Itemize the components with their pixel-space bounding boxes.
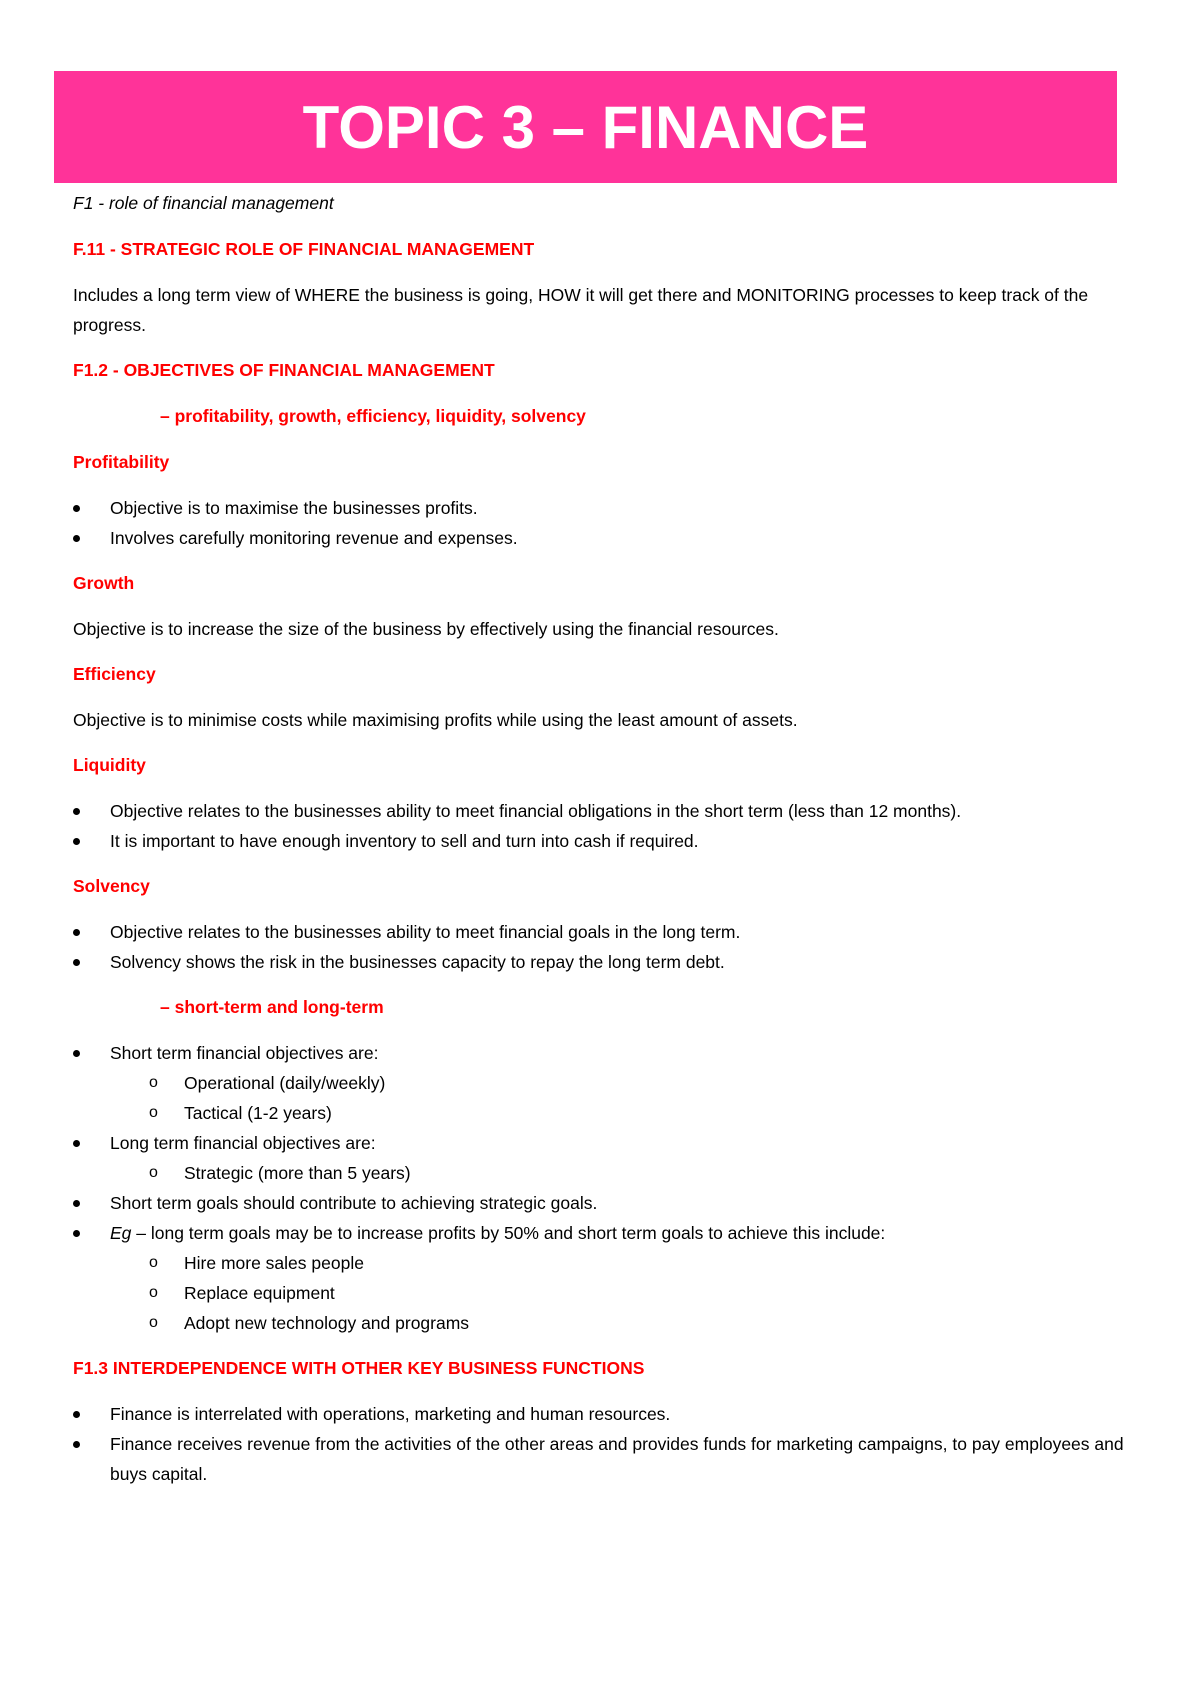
circle-bullet-icon: o bbox=[149, 1104, 158, 1121]
list-item bbox=[73, 826, 1133, 856]
sub-list-item-text: Operational (daily/weekly) bbox=[184, 1073, 386, 1093]
heading-short-long-term: – short-term and long-term bbox=[160, 997, 384, 1017]
sub-list-item-text: Strategic (more than 5 years) bbox=[184, 1163, 411, 1183]
list-item bbox=[73, 1188, 1133, 1218]
sub-list-item-text: Adopt new technology and programs bbox=[184, 1313, 470, 1333]
bullet-icon bbox=[73, 1140, 80, 1147]
heading-liquidity: Liquidity bbox=[73, 755, 146, 775]
list-item-text: Finance is interrelated with operations, marketing and human resources. bbox=[110, 1404, 671, 1424]
example-sublist bbox=[110, 1248, 1133, 1338]
bullet-icon bbox=[73, 1230, 80, 1237]
bullet-icon bbox=[73, 929, 80, 936]
growth-text: Objective is to increase the size of the business by effectively using the financial resources. bbox=[73, 619, 779, 639]
sub-list-item bbox=[110, 1098, 1133, 1128]
list-item bbox=[73, 1399, 1133, 1429]
list-item-text: It is important to have enough inventory to sell and turn into cash if required. bbox=[110, 831, 699, 851]
list-item-text: Long term financial objectives are: bbox=[110, 1133, 376, 1153]
bullet-icon bbox=[73, 535, 80, 542]
subtitle: F1 - role of financial management bbox=[73, 193, 334, 213]
efficiency-text: Objective is to minimise costs while maximising profits while using the least amount of assets. bbox=[73, 710, 798, 730]
circle-bullet-icon: o bbox=[149, 1254, 158, 1271]
list-item bbox=[73, 493, 1133, 523]
list-item-text: Short term financial objectives are: bbox=[110, 1043, 379, 1063]
list-item bbox=[73, 1128, 1133, 1188]
circle-bullet-icon: o bbox=[149, 1164, 158, 1181]
bullet-icon bbox=[73, 838, 80, 845]
liquidity-list bbox=[73, 796, 1133, 856]
section-heading-strategic-role: F.11 - STRATEGIC ROLE OF FINANCIAL MANAGEMENT bbox=[73, 239, 535, 259]
list-item-text: Finance receives revenue from the activities of the other areas and provides funds for marketing campaigns, to pay employees and buys capital. bbox=[110, 1434, 1124, 1484]
sub-list-item-text: Tactical (1-2 years) bbox=[184, 1103, 332, 1123]
list-item bbox=[73, 1218, 1133, 1338]
title-banner bbox=[54, 71, 1117, 183]
short-term-sublist bbox=[110, 1068, 1133, 1128]
list-item bbox=[73, 1429, 1133, 1489]
list-item-text: Objective is to maximise the businesses profits. bbox=[110, 498, 478, 518]
bullet-icon bbox=[73, 1200, 80, 1207]
sub-list-item-text: Replace equipment bbox=[184, 1283, 335, 1303]
list-item bbox=[73, 796, 1133, 826]
list-item bbox=[73, 917, 1133, 947]
objectives-subheading: – profitability, growth, efficiency, liquidity, solvency bbox=[160, 406, 586, 426]
circle-bullet-icon: o bbox=[149, 1284, 158, 1301]
list-item-text: Solvency shows the risk in the businesses capacity to repay the long term debt. bbox=[110, 952, 725, 972]
bullet-icon bbox=[73, 1441, 80, 1448]
heading-efficiency: Efficiency bbox=[73, 664, 156, 684]
page-title: TOPIC 3 – FINANCE bbox=[302, 93, 869, 161]
list-item bbox=[73, 947, 1133, 977]
bullet-icon bbox=[73, 1050, 80, 1057]
example-label: Eg bbox=[110, 1223, 132, 1243]
circle-bullet-icon: o bbox=[149, 1074, 158, 1091]
sub-list-item bbox=[110, 1308, 1133, 1338]
list-item-text: Short term goals should contribute to achieving strategic goals. bbox=[110, 1193, 598, 1213]
sub-list-item bbox=[110, 1068, 1133, 1098]
sub-list-item bbox=[110, 1278, 1133, 1308]
bullet-icon bbox=[73, 1411, 80, 1418]
heading-growth: Growth bbox=[73, 573, 135, 593]
bullet-icon bbox=[73, 808, 80, 815]
sub-list-item bbox=[110, 1248, 1133, 1278]
interdependence-list bbox=[73, 1399, 1133, 1489]
heading-profitability: Profitability bbox=[73, 452, 170, 472]
list-item-text: – long term goals may be to increase profits by 50% and short term goals to achieve this include: bbox=[131, 1223, 886, 1243]
circle-bullet-icon: o bbox=[149, 1314, 158, 1331]
list-item-text: Objective relates to the businesses ability to meet financial goals in the long term. bbox=[110, 922, 741, 942]
list-item-text: Involves carefully monitoring revenue and expenses. bbox=[110, 528, 518, 548]
section-heading-objectives: F1.2 - OBJECTIVES OF FINANCIAL MANAGEMENT bbox=[73, 360, 495, 380]
strategic-role-text: Includes a long term view of WHERE the business is going, HOW it will get there and MONITORING processes to keep track of the progress. bbox=[73, 285, 1089, 335]
list-item bbox=[73, 523, 1133, 553]
terms-list bbox=[73, 1038, 1133, 1338]
heading-solvency: Solvency bbox=[73, 876, 150, 896]
sub-list-item-text: Hire more sales people bbox=[184, 1253, 364, 1273]
list-item bbox=[73, 1038, 1133, 1128]
bullet-icon bbox=[73, 959, 80, 966]
solvency-list bbox=[73, 917, 1133, 977]
profitability-list bbox=[73, 493, 1133, 553]
list-item-text: Objective relates to the businesses ability to meet financial obligations in the short term (less than 12 months). bbox=[110, 801, 962, 821]
document-body bbox=[73, 188, 1133, 1504]
section-heading-interdependence: F1.3 INTERDEPENDENCE WITH OTHER KEY BUSINESS FUNCTIONS bbox=[73, 1358, 645, 1378]
long-term-sublist bbox=[110, 1158, 1133, 1188]
sub-list-item bbox=[110, 1158, 1133, 1188]
bullet-icon bbox=[73, 505, 80, 512]
